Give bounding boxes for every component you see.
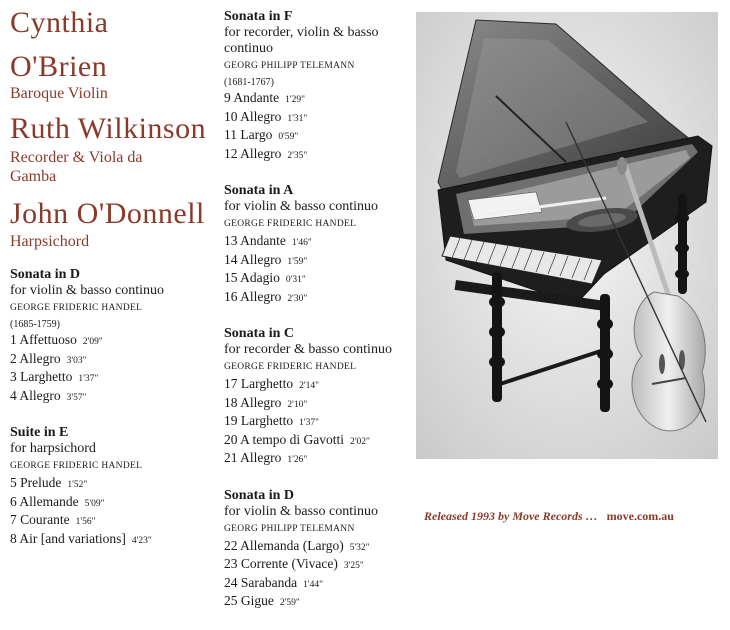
track-item: 14 Allegro 1'59" — [224, 251, 308, 267]
work-composer: GEORG PHILIPP TELEMANN — [224, 523, 355, 534]
instruments-photo — [416, 12, 718, 459]
work-block — [224, 487, 410, 612]
work-subtitle: for violin & basso continuo — [224, 199, 378, 214]
track-item: 16 Allegro 2'30" — [224, 288, 308, 304]
track-item: 17 Larghetto 2'14" — [224, 376, 319, 391]
work-title: Sonata in C — [224, 326, 295, 341]
works-right-column — [224, 8, 410, 630]
track-item: 2 Allegro 3'03" — [10, 350, 87, 366]
track-item: 9 Andante 1'29" — [224, 90, 305, 105]
track-item: 11 Largo 0'59" — [224, 127, 299, 142]
track-item: 20 A tempo di Gavotti 2'02" — [224, 431, 370, 447]
performer-role: Recorder & Viola da — [10, 149, 143, 166]
track-item: 1 Affettuoso 2'09" — [10, 332, 103, 347]
track-item: 6 Allemande 5'09" — [10, 493, 105, 509]
performer-name: John O'Donnell — [10, 197, 205, 230]
performer-name: Cynthia — [10, 6, 109, 39]
work-block — [10, 266, 210, 406]
harpsichord-illustration — [416, 12, 718, 459]
track-item: 18 Allegro 2'10" — [224, 394, 308, 410]
website-link[interactable]: move.com.au — [606, 509, 674, 523]
track-item: 13 Andante 1'46" — [224, 233, 312, 248]
track-item: 3 Larghetto 1'37" — [10, 369, 99, 384]
track-item: 25 Gigue 2'59" — [224, 593, 300, 608]
track-item: 4 Allegro 3'57" — [10, 387, 87, 403]
work-title: Sonata in D — [10, 267, 81, 282]
release-footer — [424, 509, 674, 524]
performer-name: Ruth Wilkinson — [10, 112, 207, 145]
work-subtitle: for recorder & basso continuo — [224, 342, 392, 357]
work-composer: GEORGE FRIDERIC HANDEL — [224, 362, 357, 372]
work-title: Sonata in D — [224, 487, 295, 503]
composer-dates: (1681-1767) — [224, 77, 274, 88]
track-item: 24 Sarabanda 1'44" — [224, 574, 323, 590]
work-subtitle: for recorder, violin & basso — [224, 25, 379, 40]
work-title: Sonata in A — [224, 183, 294, 198]
performer-role: Baroque Violin — [10, 85, 108, 102]
work-block — [224, 325, 410, 469]
work-title: Sonata in F — [224, 9, 293, 24]
works-left-column — [10, 266, 210, 567]
work-composer: GEORGE FRIDERIC HANDEL — [224, 219, 357, 229]
track-item: 21 Allegro 1'26" — [224, 450, 308, 465]
work-composer: GEORG PHILIPP TELEMANN — [224, 61, 355, 71]
work-block — [224, 182, 410, 307]
track-item: 7 Courante 1'56" — [10, 512, 96, 527]
work-composer: GEORGE FRIDERIC HANDEL — [10, 461, 143, 471]
track-item: 15 Adagio 0'31" — [224, 270, 306, 285]
composer-dates: (1685-1759) — [10, 319, 60, 330]
track-item: 12 Allegro 2'35" — [224, 145, 308, 161]
track-item: 23 Corrente (Vivace) 3'25" — [224, 556, 364, 571]
track-item: 5 Prelude 1'52" — [10, 475, 88, 490]
release-note: Released 1993 by Move Records … — [424, 509, 598, 523]
work-subtitle: for violin & basso continuo — [224, 503, 378, 519]
track-item: 22 Allemanda (Largo) 5'32" — [224, 537, 370, 553]
track-item: 10 Allegro 1'31" — [224, 108, 308, 124]
work-block — [10, 424, 210, 549]
performer-role: Harpsichord — [10, 233, 90, 250]
work-subtitle: for violin & basso continuo — [10, 283, 164, 298]
work-composer: GEORGE FRIDERIC HANDEL — [10, 303, 143, 313]
work-title: Suite in E — [10, 425, 69, 440]
track-item: 19 Larghetto 1'37" — [224, 413, 319, 428]
work-subtitle: continuo — [224, 41, 273, 56]
performer-name: O'Brien — [10, 50, 108, 83]
track-item: 8 Air [and variations] 4'23" — [10, 530, 152, 546]
work-block — [224, 8, 410, 164]
work-subtitle: for harpsichord — [10, 441, 96, 456]
performer-role: Gamba — [10, 168, 57, 185]
